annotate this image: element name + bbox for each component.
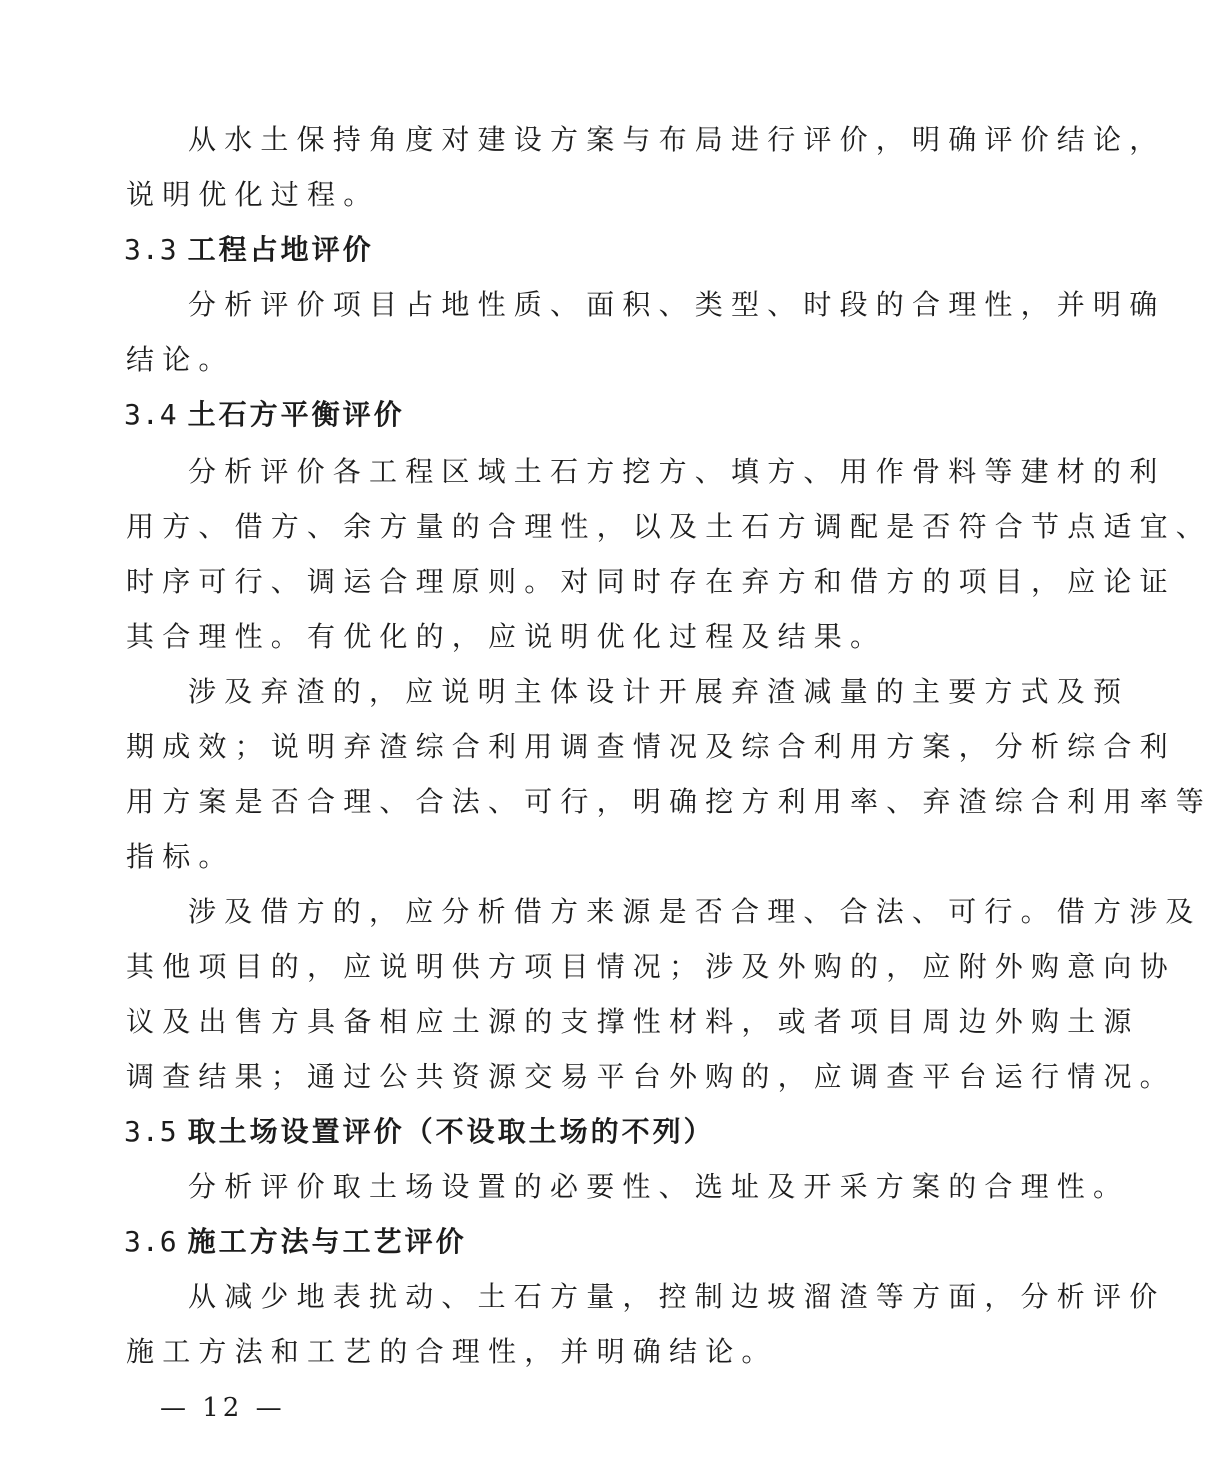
paragraph-p5-line-4: 调查结果；通过公共资源交易平台外购的，应调查平台运行情况。: [126, 1060, 1176, 1093]
paragraph-p5-line-2: 其他项目的，应说明供方项目情况；涉及外购的，应附外购意向协: [126, 950, 1176, 983]
section-heading-3-6: [124, 1222, 467, 1262]
paragraph-p6-line-1: 分析评价取土场设置的必要性、选址及开采方案的合理性。: [188, 1170, 1130, 1203]
section-heading-3-4: [124, 395, 405, 435]
paragraph-p3-line-4: 其合理性。有优化的，应说明优化过程及结果。: [126, 620, 887, 653]
section-title: 取土场设置评价（不设取土场的不列）: [187, 1115, 715, 1148]
section-number: 3.5: [124, 1115, 178, 1148]
paragraph-p3-line-3: 时序可行、调运合理原则。对同时存在弃方和借方的项目，应论证: [126, 565, 1176, 598]
paragraph-p7-line-2: 施工方法和工艺的合理性，并明确结论。: [126, 1335, 778, 1368]
paragraph-p4-line-1: 涉及弃渣的，应说明主体设计开展弃渣减量的主要方式及预: [188, 675, 1130, 708]
paragraph-p5-line-1: 涉及借方的，应分析借方来源是否合理、合法、可行。借方涉及: [188, 895, 1202, 928]
section-heading-3-5: [124, 1112, 715, 1152]
section-title: 施工方法与工艺评价: [187, 1225, 467, 1258]
paragraph-p7-line-1: 从减少地表扰动、土石方量，控制边坡溜渣等方面，分析评价: [188, 1280, 1166, 1313]
section-number: 3.6: [124, 1225, 178, 1258]
paragraph-p3-line-1: 分析评价各工程区域土石方挖方、填方、用作骨料等建材的利: [188, 455, 1166, 488]
paragraph-p4-line-3: 用方案是否合理、合法、可行，明确挖方利用率、弃渣综合利用率等: [126, 785, 1212, 818]
section-number: 3.3: [124, 233, 178, 266]
paragraph-p1-line-2: 说明优化过程。: [126, 178, 380, 211]
section-title: 工程占地评价: [187, 233, 374, 266]
paragraph-p4-line-4: 指标。: [126, 840, 235, 873]
section-heading-3-3: [124, 230, 374, 270]
paragraph-p3-line-2: 用方、借方、余方量的合理性，以及土石方调配是否符合节点适宜、: [126, 510, 1212, 543]
page-number: — 12 —: [160, 1393, 286, 1423]
paragraph-p4-line-2: 期成效；说明弃渣综合利用调查情况及综合利用方案，分析综合利: [126, 730, 1176, 763]
paragraph-p2-line-2: 结论。: [126, 343, 235, 376]
paragraph-p5-line-3: 议及出售方具备相应土源的支撑性材料，或者项目周边外购土源: [126, 1005, 1140, 1038]
paragraph-p2-line-1: 分析评价项目占地性质、面积、类型、时段的合理性，并明确: [188, 288, 1166, 321]
section-title: 土石方平衡评价: [187, 398, 405, 431]
section-number: 3.4: [124, 398, 178, 431]
paragraph-p1-line-1: 从水土保持角度对建设方案与布局进行评价，明确评价结论，: [188, 123, 1166, 156]
